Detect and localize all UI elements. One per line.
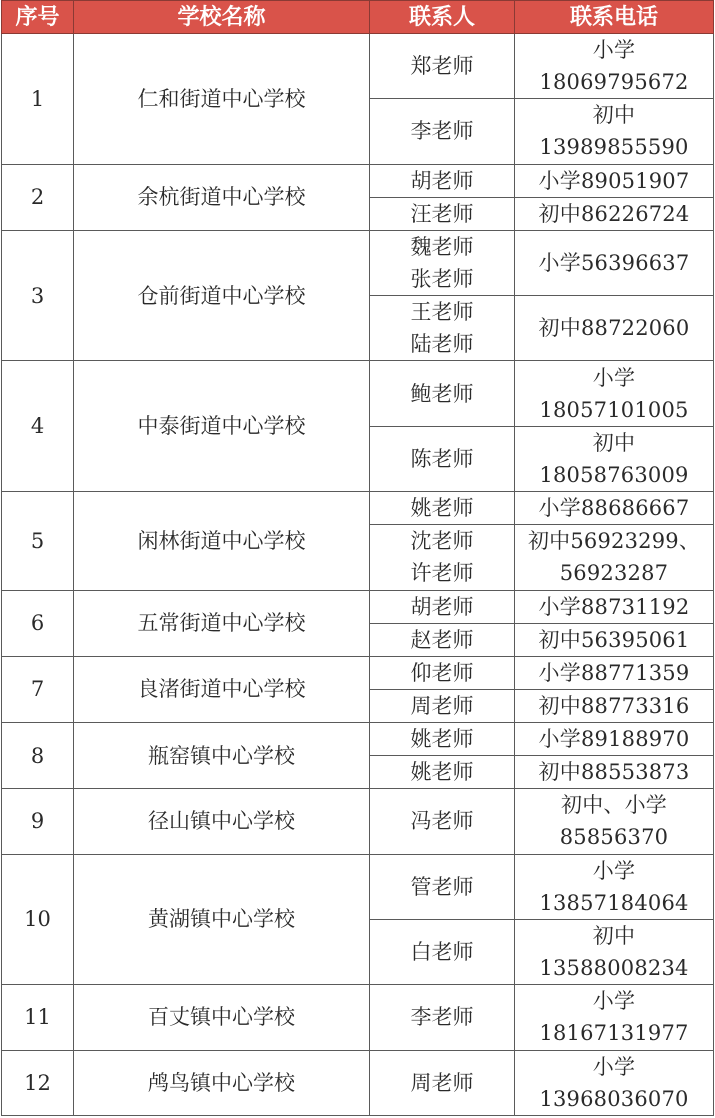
contact-phone-line: 小学89188970 xyxy=(538,727,690,752)
contact-person-line: 魏老师 xyxy=(410,235,474,260)
contact-person xyxy=(370,789,515,854)
contact-person xyxy=(370,623,515,656)
contact-phone-line: 初中 xyxy=(592,924,636,949)
school-name: 百丈镇中心学校 xyxy=(74,985,370,1050)
school-name: 仁和街道中心学校 xyxy=(74,34,370,165)
contact-phone-line: 56923287 xyxy=(559,561,669,586)
contact-phone-line: 初中56395061 xyxy=(538,627,690,652)
contact-phone-line: 13968036070 xyxy=(539,1086,689,1111)
contact-phone-line: 小学89051907 xyxy=(538,168,690,193)
contact-person-line: 李老师 xyxy=(410,1005,474,1030)
contact-person-line: 白老师 xyxy=(410,940,474,965)
contact-person xyxy=(370,426,515,491)
contact-person-line: 赵老师 xyxy=(410,627,474,652)
contact-person-line: 陆老师 xyxy=(410,332,474,357)
school-name: 闲林街道中心学校 xyxy=(74,492,370,590)
contact-person xyxy=(370,296,515,361)
contact-phone-line: 13588008234 xyxy=(539,956,689,981)
contact-phone xyxy=(515,689,714,722)
contact-phone-line: 初中 xyxy=(592,430,636,455)
contact-phone-line: 小学88771359 xyxy=(538,660,690,685)
row-index: 4 xyxy=(2,361,74,492)
contact-phone-line: 小学56396637 xyxy=(538,251,690,276)
table-row xyxy=(2,723,714,756)
school-name: 黄湖镇中心学校 xyxy=(74,854,370,985)
school-name: 瓶窑镇中心学校 xyxy=(74,723,370,789)
table-row xyxy=(2,985,714,1050)
school-contact-table xyxy=(1,0,714,1116)
contact-phone xyxy=(515,854,714,919)
contact-person-line: 沈老师 xyxy=(410,529,474,554)
header-row xyxy=(2,1,714,34)
contact-phone-line: 小学88686667 xyxy=(538,496,690,521)
contact-phone-line: 18058763009 xyxy=(539,462,689,487)
contact-phone-line: 初中88553873 xyxy=(538,760,690,785)
contact-person xyxy=(370,34,515,99)
contact-phone xyxy=(515,361,714,426)
table-row xyxy=(2,656,714,689)
table-row xyxy=(2,492,714,525)
contact-phone xyxy=(515,230,714,295)
row-index: 7 xyxy=(2,656,74,722)
contact-phone xyxy=(515,197,714,230)
contact-phone-line: 小学 xyxy=(592,1054,636,1079)
table-row xyxy=(2,230,714,295)
contact-phone xyxy=(515,919,714,984)
table-row xyxy=(2,789,714,854)
school-name: 五常街道中心学校 xyxy=(74,590,370,656)
contact-phone xyxy=(515,789,714,854)
contact-phone xyxy=(515,426,714,491)
contact-phone xyxy=(515,985,714,1050)
row-index: 8 xyxy=(2,723,74,789)
contact-person xyxy=(370,590,515,623)
contact-person xyxy=(370,197,515,230)
contact-phone-line: 初中 xyxy=(592,103,636,128)
contact-person-line: 李老师 xyxy=(410,119,474,144)
contact-person xyxy=(370,756,515,789)
contact-phone xyxy=(515,34,714,99)
header-contact: 联系人 xyxy=(370,1,515,34)
contact-phone xyxy=(515,656,714,689)
contact-phone-line: 18057101005 xyxy=(539,397,689,422)
contact-phone-line: 初中88722060 xyxy=(538,316,690,341)
contact-phone-line: 小学 xyxy=(592,38,636,63)
contact-person xyxy=(370,1050,515,1115)
table-row xyxy=(2,1050,714,1115)
contact-person xyxy=(370,656,515,689)
contact-person-line: 姚老师 xyxy=(410,496,474,521)
school-name: 径山镇中心学校 xyxy=(74,789,370,854)
contact-person xyxy=(370,164,515,197)
school-name: 良渚街道中心学校 xyxy=(74,656,370,722)
contact-phone-line: 小学 xyxy=(592,858,636,883)
table-row xyxy=(2,361,714,426)
school-name: 余杭街道中心学校 xyxy=(74,164,370,230)
contact-person xyxy=(370,99,515,164)
contact-phone xyxy=(515,623,714,656)
contact-phone-line: 13989855590 xyxy=(539,135,689,160)
row-index: 9 xyxy=(2,789,74,854)
row-index: 1 xyxy=(2,34,74,165)
contact-person xyxy=(370,230,515,295)
contact-person-line: 姚老师 xyxy=(410,727,474,752)
row-index: 5 xyxy=(2,492,74,590)
contact-phone-line: 85856370 xyxy=(559,825,669,850)
contact-person xyxy=(370,854,515,919)
table-row xyxy=(2,590,714,623)
header-index: 序号 xyxy=(2,1,74,34)
contact-person-line: 张老师 xyxy=(410,267,474,292)
contact-phone xyxy=(515,525,714,590)
contact-phone xyxy=(515,492,714,525)
contact-person xyxy=(370,492,515,525)
row-index: 3 xyxy=(2,230,74,361)
school-name: 鸬鸟镇中心学校 xyxy=(74,1050,370,1115)
header-phone: 联系电话 xyxy=(515,1,714,34)
contact-phone xyxy=(515,1050,714,1115)
contact-phone-line: 18069795672 xyxy=(539,70,689,95)
contact-person-line: 管老师 xyxy=(410,874,474,899)
contact-phone-line: 初中56923299、 xyxy=(527,529,701,554)
contact-person xyxy=(370,723,515,756)
contact-phone-line: 初中、小学 xyxy=(561,793,667,818)
table-row xyxy=(2,164,714,197)
contact-phone-line: 小学 xyxy=(592,989,636,1014)
contact-phone xyxy=(515,99,714,164)
contact-person-line: 郑老师 xyxy=(410,54,474,79)
contact-phone xyxy=(515,756,714,789)
contact-phone-line: 小学88731192 xyxy=(538,594,690,619)
table-body xyxy=(2,34,714,1116)
contact-person-line: 鲍老师 xyxy=(410,381,474,406)
contact-person xyxy=(370,525,515,590)
contact-person-line: 汪老师 xyxy=(410,201,474,226)
school-name: 仓前街道中心学校 xyxy=(74,230,370,361)
table-row xyxy=(2,854,714,919)
contact-phone xyxy=(515,590,714,623)
contact-person-line: 周老师 xyxy=(410,693,474,718)
contact-person xyxy=(370,361,515,426)
contact-phone-line: 初中88773316 xyxy=(538,693,690,718)
school-name: 中泰街道中心学校 xyxy=(74,361,370,492)
row-index: 6 xyxy=(2,590,74,656)
contact-phone xyxy=(515,296,714,361)
contact-phone-line: 初中86226724 xyxy=(538,201,690,226)
header-school-name: 学校名称 xyxy=(74,1,370,34)
row-index: 11 xyxy=(2,985,74,1050)
contact-person xyxy=(370,919,515,984)
table-row xyxy=(2,34,714,99)
row-index: 10 xyxy=(2,854,74,985)
contact-phone xyxy=(515,164,714,197)
contact-person-line: 许老师 xyxy=(410,561,474,586)
contact-phone-line: 13857184064 xyxy=(539,890,689,915)
contact-phone xyxy=(515,723,714,756)
contact-person-line: 陈老师 xyxy=(410,446,474,471)
contact-person-line: 姚老师 xyxy=(410,760,474,785)
contact-person-line: 胡老师 xyxy=(410,168,474,193)
row-index: 2 xyxy=(2,164,74,230)
contact-person-line: 周老师 xyxy=(410,1070,474,1095)
contact-person xyxy=(370,689,515,722)
contact-person-line: 冯老师 xyxy=(410,809,474,834)
contact-person-line: 胡老师 xyxy=(410,594,474,619)
row-index: 12 xyxy=(2,1050,74,1115)
contact-person-line: 王老师 xyxy=(410,300,474,325)
contact-person xyxy=(370,985,515,1050)
contact-phone-line: 小学 xyxy=(592,365,636,390)
contact-person-line: 仰老师 xyxy=(410,660,474,685)
contact-phone-line: 18167131977 xyxy=(539,1021,689,1046)
